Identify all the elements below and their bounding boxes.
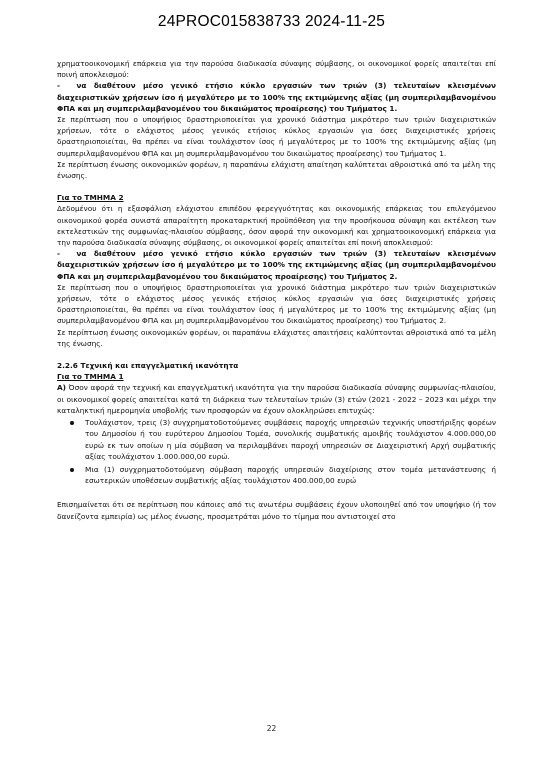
bullet-icon <box>70 468 74 472</box>
intro-label: Α) <box>57 383 67 393</box>
requirement-lot2-text: να διαθέτουν μέσο γενικό ετήσιο κύκλο εργασιών των τριών (3) τελευταίων κλεισμένων διαχειριστικών χρήσεων ίσο ή μεγαλύτερο με το 100% της εκτιμώμενης αξίας (μη συμπεριλαμβανομένου ΦΠΑ και μη συμπεριλαμβανομένου του δικαιώματος προαίρεσης) του Τμήματος 2. <box>57 249 496 281</box>
paragraph-lot2-short-activity: Σε περίπτωση που ο υποψήφιος δραστηριοποιείται για χρονικό διάστημα μικρότερο των τριών διαχειριστικών χρήσεων, τότε ο ελάχιστος μέσος γενικός ετήσιος κύκλος εργασιών για όσες διαχειριστικές χρήσεις δραστηριοποιείται, θα πρέπει να είναι τουλάχιστον ίσος ή μεγαλύτερος με το 100% της εκτιμώμενης αξίας (μη συμπεριλαμβανομένου ΦΠΑ και μη συμπεριλαμβανομένου του δικαιώματος προαίρεσης) του Τμήματος 2. <box>57 282 496 326</box>
dash-marker: - <box>57 249 61 259</box>
dash-marker: - <box>57 81 61 91</box>
heading-lot1-technical: Για το ΤΜΗΜΑ 1 <box>57 372 124 382</box>
paragraph-lot1-consortium: Σε περίπτωση ένωσης οικονομικών φορέων, η παραπάνω ελάχιστη απαίτηση καλύπτεται αθροιστικά από τα μέλη της ένωσης. <box>57 159 496 181</box>
requirement-lot1-text: να διαθέτουν μέσο γενικό ετήσιο κύκλο εργασιών των τριών (3) τελευταίων κλεισμένων διαχειριστικών χρήσεων ίσο ή μεγαλύτερο με το 100% της εκτιμώμενης αξίας (μη συμπεριλαμβανομένου ΦΠΑ και μη συμπεριλαμβανομένου του δικαιώματος προαίρεσης) του Τμήματος 1. <box>57 81 496 113</box>
paragraph-closing-note: Επισημαίνεται ότι σε περίπτωση που κάποιες από τις ανωτέρω συμβάσεις έχουν υλοποιηθεί από τον υποψήφιο (ή τον δανείζοντα εμπειρία) ως μέλος ένωσης, προσμετράται μόνο το τίμημα που αντιστοιχεί στο <box>57 500 496 521</box>
requirement-lot2-turnover <box>57 248 496 282</box>
requirement-lot1-turnover <box>57 80 496 114</box>
technical-requirements-list <box>57 417 496 486</box>
page-number: 22 <box>266 724 277 733</box>
paragraph-lot2-intro: Δεδομένου ότι η εξασφάλιση ελάχιστου επιπέδου φερεγγυότητας και οικονομικής επάρκειας του επιλεγόμενου οικονομικού φορέα συνιστά απαραίτητη προκαταρκτική προϋπόθεση για την προσήκουσα σύναψη και εκτέλεση των εκτελεστικών της συμφωνίας-πλαισίου σύμβασης, όσον αφορά την οικονομική και χρηματοοικονομική επάρκεια για την παρούσα διαδικασία σύναψης σύμβασης, οι οικονομικοί φορείς απαιτείται επί ποινή αποκλεισμού: <box>57 204 496 248</box>
paragraph-financial-adequacy-intro: χρηματοοικονομική επάρκεια για την παρούσα διαδικασία σύναψης σύμβασης, οι οικονομικοί φορείς απαιτείται επί ποινή αποκλεισμού: <box>57 59 496 80</box>
bullet-icon <box>70 421 74 425</box>
document-header-code: 24PROC015838733 2024-11-25 <box>157 13 386 30</box>
paragraph-technical-intro <box>57 382 496 416</box>
document-body <box>57 58 496 522</box>
list-item <box>61 417 496 462</box>
list-item-text: Τουλάχιστον, τρεις (3) συγχρηματοδοτούμενες συμβάσεις παροχής υπηρεσιών τεχνικής υποστήριξης φορέων του Δημοσίου ή του ευρύτερου Δημοσίου Τομέα, συνολικής συμβατικής αμοιβής τουλάχιστον 4.000.000,00 ευρώ εκ των οποίων η μία σύμβαση να περιλαμβάνει παροχή υπηρεσιών σε Διαχειριστική Αρχή συμβατικής αξίας τουλάχιστον 1.000.000,00 ευρώ. <box>85 418 496 461</box>
list-item-text: Μια (1) συγχρηματοδοτούμενη σύμβαση παροχής υπηρεσιών διαχείρισης στον τομέα μετανάστευσης ή εσωτερικών υποθέσεων συμβατικής αξίας τουλάχιστον 400.000,00 ευρώ <box>85 464 496 486</box>
section-title-226: 2.2.6 Τεχνική και επαγγελματική ικανότητα <box>57 361 239 371</box>
paragraph-lot1-short-activity: Σε περίπτωση που ο υποψήφιος δραστηριοποιείται για χρονικό διάστημα μικρότερο των τριών διαχειριστικών χρήσεων, τότε ο ελάχιστος μέσος γενικός ετήσιος κύκλος εργασιών για όσες διαχειριστικές χρήσεις δραστηριοποιείται, θα πρέπει να είναι τουλάχιστον ίσος ή μεγαλύτερος με το 100% της εκτιμώμενης αξίας (μη συμπεριλαμβανομένου ΦΠΑ και μη συμπεριλαμβανομένου του δικαιώματος προαίρεσης) του Τμήματος 1. <box>57 115 496 158</box>
list-item <box>61 464 496 486</box>
heading-lot2: Για το ΤΜΗΜΑ 2 <box>57 193 124 203</box>
intro-text: Όσον αφορά την τεχνική και επαγγελματική ικανότητα για την παρούσα διαδικασία σύναψης συμφωνίας-πλαισίου, οι οικονομικοί φορείς απαιτείται κατά τη διάρκεια των τελευταίων τριών (3) ετών (2021 - 2022 – 2023 και μέχρι την καταληκτική ημερομηνία υποβολής των προσφορών να έχουν ολοκληρώσει επιτυχώς: <box>57 383 496 415</box>
paragraph-lot2-consortium: Σε περίπτωση ένωσης οικονομικών φορέων, οι παραπάνω ελάχιστες απαιτήσεις καλύπτονται αθροιστικά από τα μέλη της ένωσης. <box>57 327 496 348</box>
